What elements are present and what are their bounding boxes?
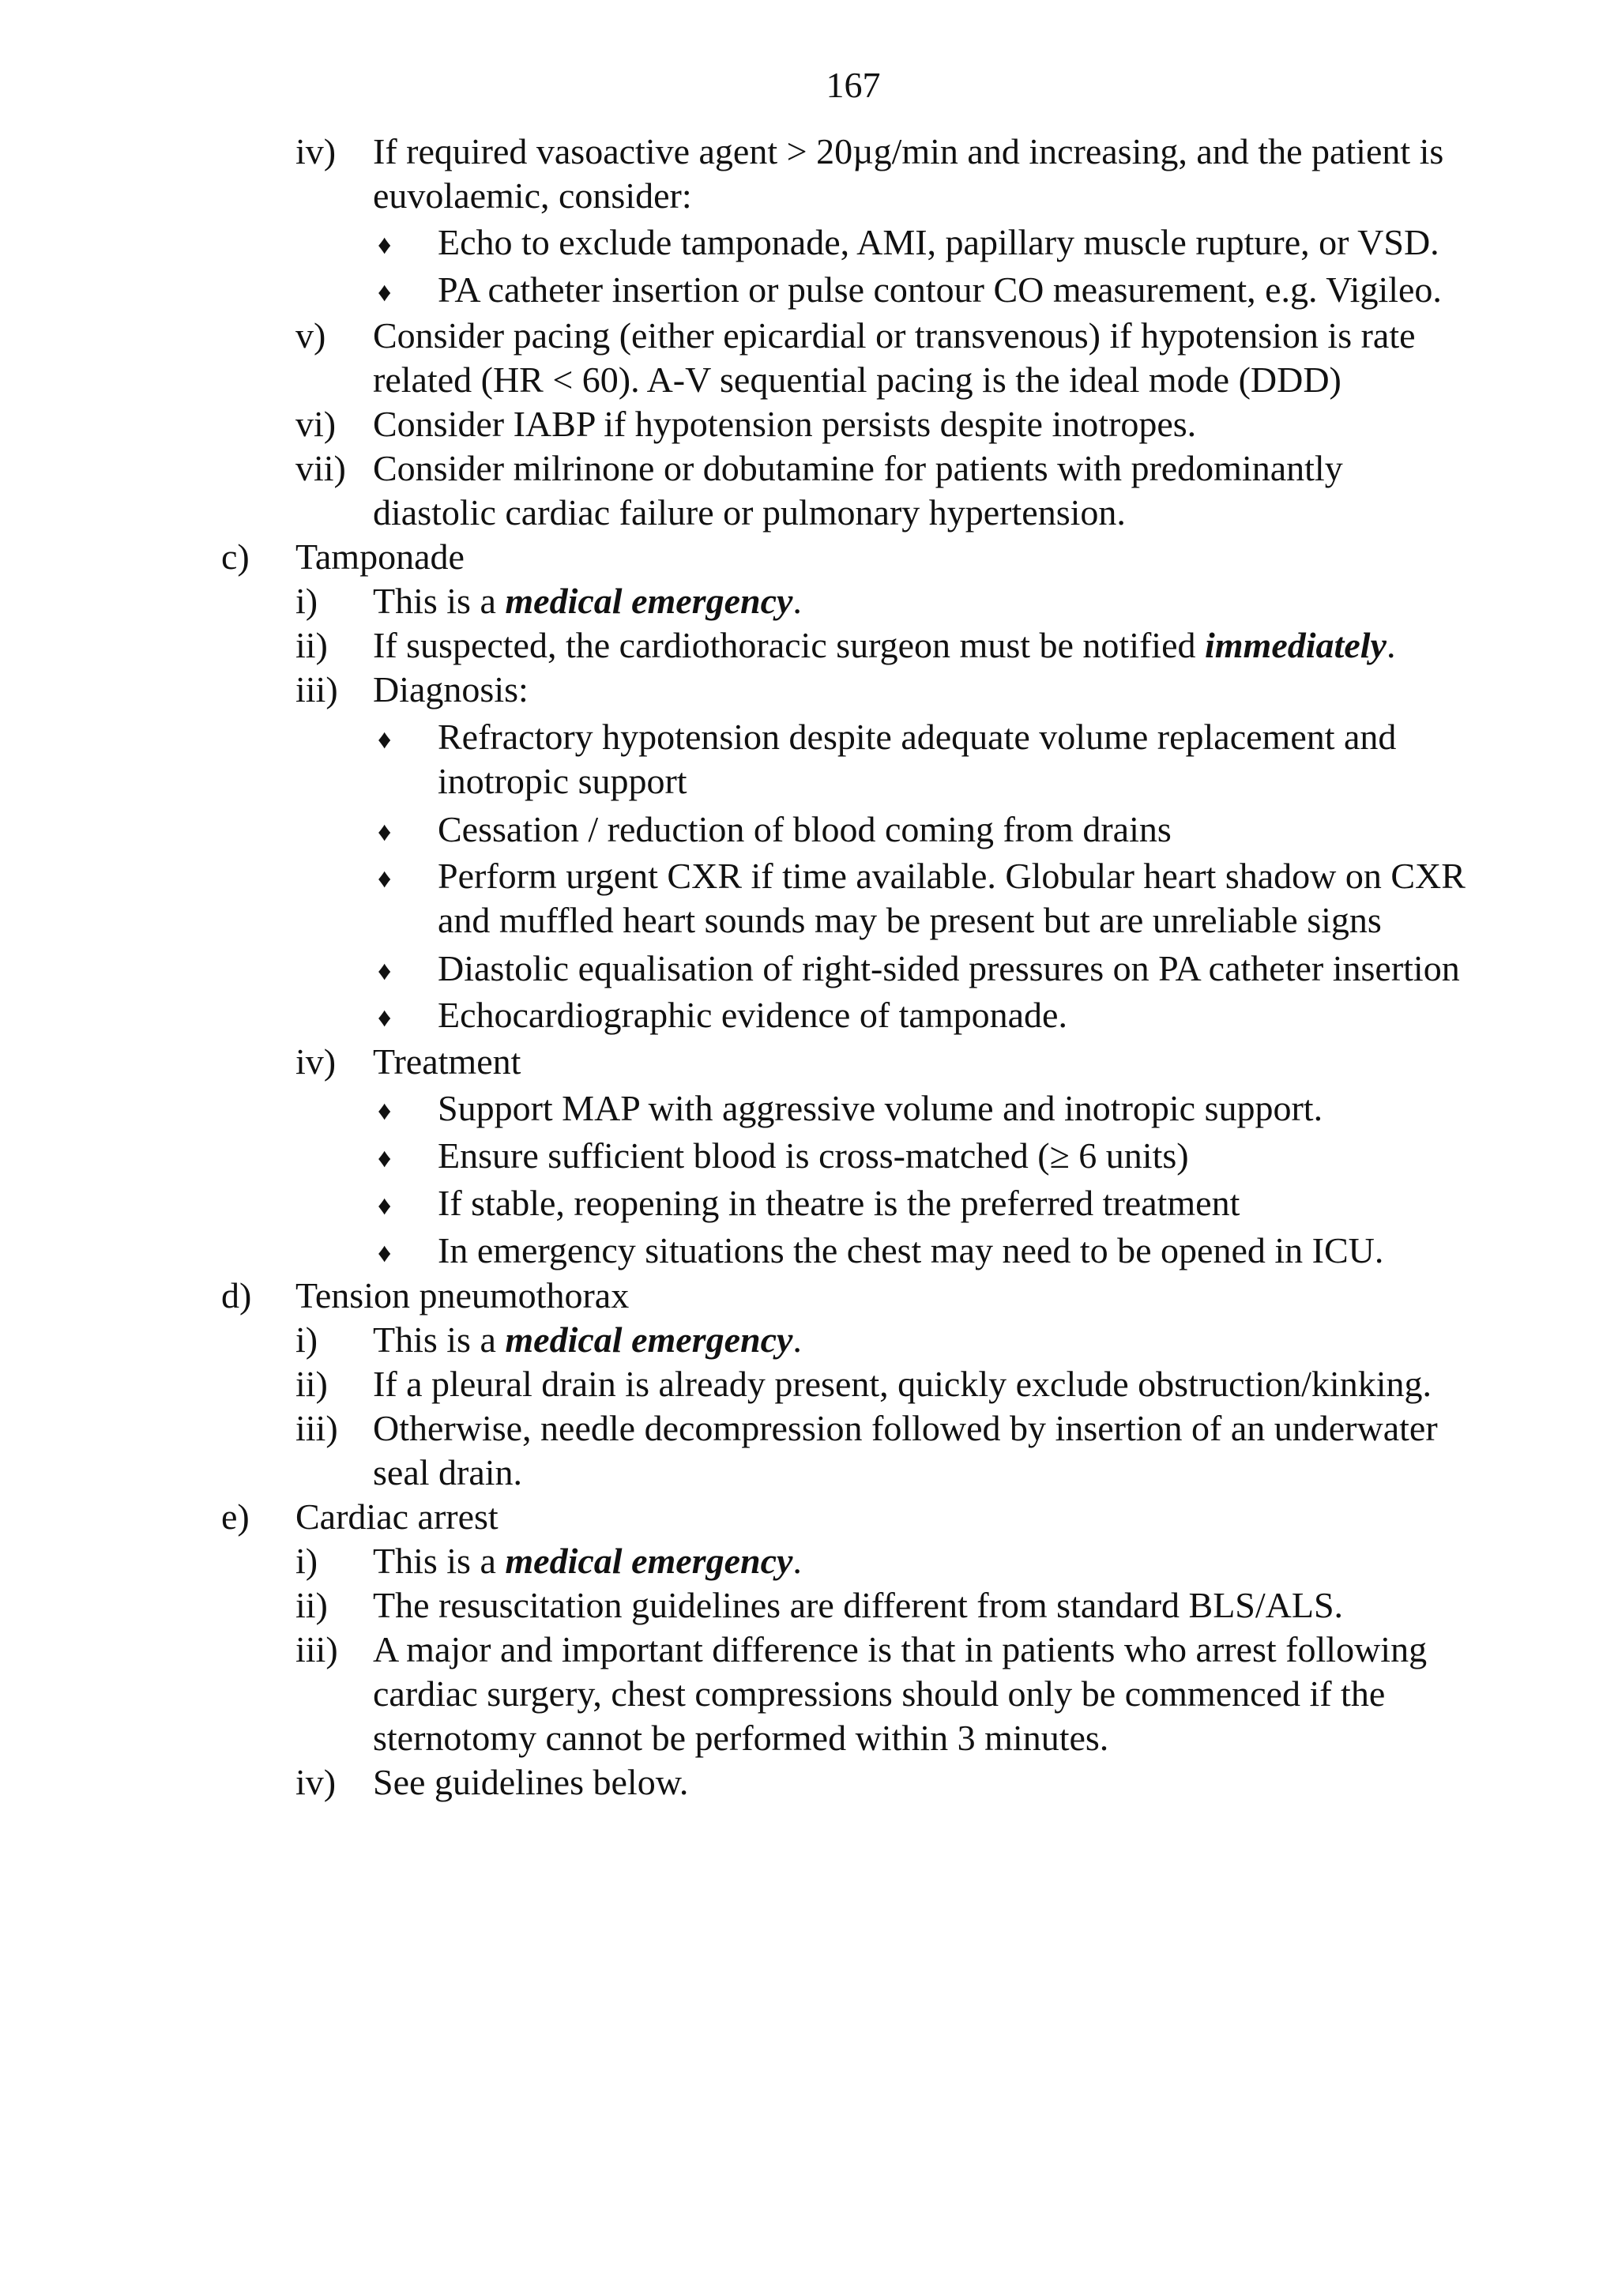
bullet-text: Echocardiographic evidence of tamponade. xyxy=(438,995,1067,1035)
item-text: related (HR < 60). A-V sequential pacing is the ideal mode (DDD) xyxy=(373,359,1341,400)
diamond-bullet-icon: ♦ xyxy=(378,1144,392,1173)
bullet-text: Cessation / reduction of blood coming from drains xyxy=(438,809,1172,849)
item-text: Consider IABP if hypotension persists despite inotropes. xyxy=(373,404,1197,444)
bullet-text: Echo to exclude tamponade, AMI, papillary muscle rupture, or VSD. xyxy=(438,222,1439,262)
bullet-text: and muffled heart sounds may be present but are unreliable signs xyxy=(438,900,1382,940)
section-label: c) xyxy=(221,536,250,577)
section-title: Cardiac arrest xyxy=(295,1496,499,1537)
diamond-bullet-icon: ♦ xyxy=(378,1239,392,1268)
item-label: iv) xyxy=(295,1041,337,1082)
item-text: The resuscitation guidelines are different from standard BLS/ALS. xyxy=(373,1585,1344,1625)
item-text: See guidelines below. xyxy=(373,1762,689,1802)
item-text: Otherwise, needle decompression followed by insertion of an underwater xyxy=(373,1408,1438,1448)
bullet-text: Diastolic equalisation of right-sided pressures on PA catheter insertion xyxy=(438,948,1460,988)
item-text: This is a medical emergency. xyxy=(373,1319,802,1360)
page-number: 167 xyxy=(826,65,881,105)
item-text: This is a medical emergency. xyxy=(373,581,802,621)
diamond-bullet-icon: ♦ xyxy=(378,1191,392,1221)
item-text: diastolic cardiac failure or pulmonary hypertension. xyxy=(373,492,1126,533)
item-text: If suspected, the cardiothoracic surgeon must be notified immediately. xyxy=(373,625,1396,665)
section-title: Tension pneumothorax xyxy=(295,1275,630,1315)
diamond-bullet-icon: ♦ xyxy=(378,957,392,986)
emphasis-text: immediately xyxy=(1205,625,1387,665)
item-label: iii) xyxy=(295,1629,338,1669)
item-label: i) xyxy=(295,1541,318,1581)
item-label: vi) xyxy=(295,404,337,444)
item-text: cardiac surgery, chest compressions should only be commenced if the xyxy=(373,1673,1386,1714)
diamond-bullet-icon: ♦ xyxy=(378,1003,392,1033)
diamond-bullet-icon: ♦ xyxy=(378,1097,392,1126)
emphasis-text: medical emergency xyxy=(505,581,793,621)
item-text: A major and important difference is that in patients who arrest following xyxy=(373,1629,1428,1669)
item-text: Consider pacing (either epicardial or transvenous) if hypotension is rate xyxy=(373,315,1416,356)
item-label: iv) xyxy=(295,1762,337,1802)
bullet-text: If stable, reopening in theatre is the preferred treatment xyxy=(438,1183,1240,1223)
section-label: d) xyxy=(221,1275,252,1315)
section-label: e) xyxy=(221,1496,250,1537)
item-text: Diagnosis: xyxy=(373,669,529,710)
item-label: vii) xyxy=(295,448,346,488)
item-text: Treatment xyxy=(373,1041,521,1082)
item-text: If required vasoactive agent > 20µg/min and increasing, and the patient is xyxy=(373,131,1444,171)
diamond-bullet-icon: ♦ xyxy=(378,864,392,894)
item-text: If a pleural drain is already present, quickly exclude obstruction/kinking. xyxy=(373,1364,1432,1404)
item-text: seal drain. xyxy=(373,1452,523,1492)
emphasis-text: medical emergency xyxy=(505,1319,793,1360)
bullet-text: inotropic support xyxy=(438,761,687,801)
item-text: sternotomy cannot be performed within 3 minutes. xyxy=(373,1718,1109,1758)
section-title: Tamponade xyxy=(295,536,465,577)
item-label: ii) xyxy=(295,625,328,665)
bullet-text: Ensure sufficient blood is cross-matched (≥ 6 units) xyxy=(438,1135,1189,1176)
item-label: iii) xyxy=(295,669,338,710)
item-label: i) xyxy=(295,581,318,621)
diamond-bullet-icon: ♦ xyxy=(378,278,392,307)
bullet-text: Refractory hypotension despite adequate volume replacement and xyxy=(438,717,1397,757)
item-text: euvolaemic, consider: xyxy=(373,175,692,216)
diamond-bullet-icon: ♦ xyxy=(378,231,392,260)
item-label: iv) xyxy=(295,131,337,171)
item-label: v) xyxy=(295,315,326,356)
bullet-text: PA catheter insertion or pulse contour CO measurement, e.g. Vigileo. xyxy=(438,269,1442,310)
bullet-text: In emergency situations the chest may need to be opened in ICU. xyxy=(438,1230,1384,1270)
diamond-bullet-icon: ♦ xyxy=(378,818,392,847)
emphasis-text: medical emergency xyxy=(505,1541,793,1581)
item-label: i) xyxy=(295,1319,318,1360)
item-label: ii) xyxy=(295,1364,328,1404)
bullet-text: Perform urgent CXR if time available. Globular heart shadow on CXR xyxy=(438,856,1466,896)
item-text: Consider milrinone or dobutamine for patients with predominantly xyxy=(373,448,1343,488)
item-label: iii) xyxy=(295,1408,338,1448)
diamond-bullet-icon: ♦ xyxy=(378,725,392,755)
item-label: ii) xyxy=(295,1585,328,1625)
bullet-text: Support MAP with aggressive volume and inotropic support. xyxy=(438,1088,1323,1128)
item-text: This is a medical emergency. xyxy=(373,1541,802,1581)
